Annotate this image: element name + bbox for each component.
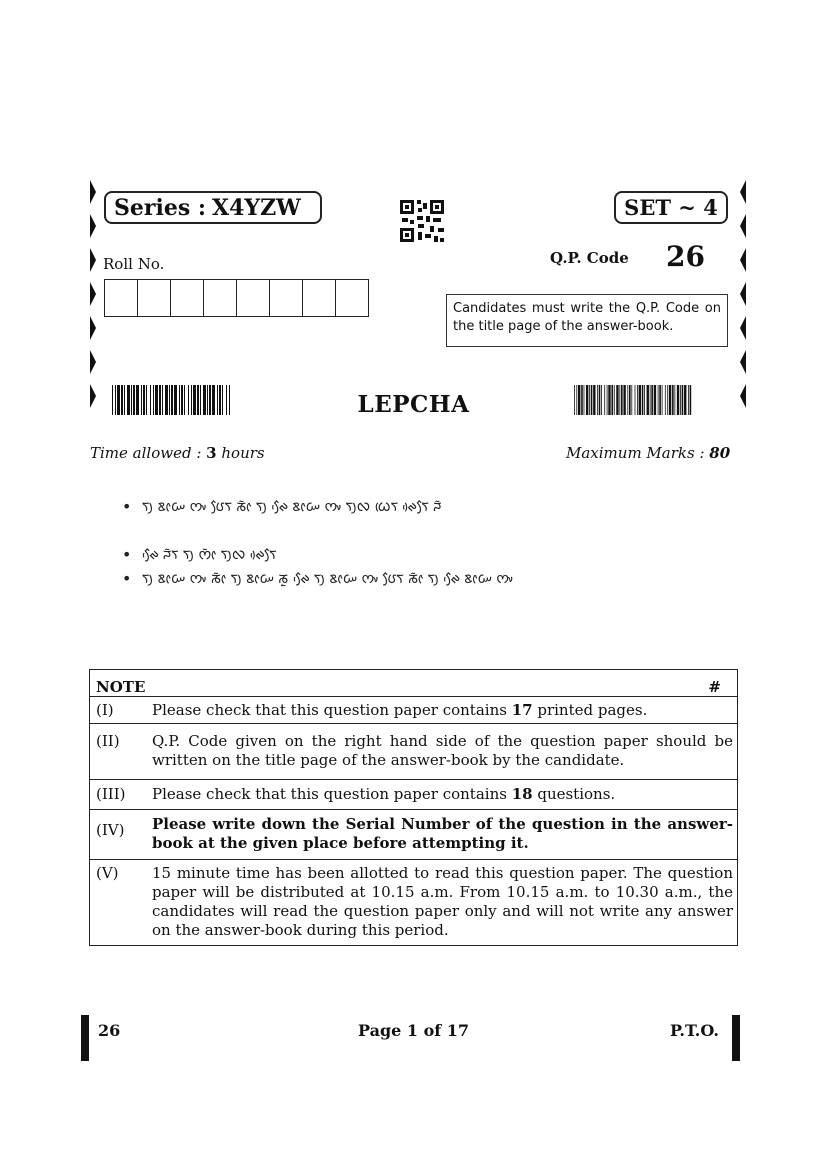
note-number: (I)	[96, 700, 114, 719]
lepcha-instructions	[120, 495, 700, 639]
note-hash: #	[708, 678, 721, 696]
roll-no-boxes	[104, 279, 368, 317]
roll-digit-box[interactable]	[170, 279, 204, 317]
note-text	[152, 785, 737, 804]
marks-value: 80	[709, 444, 731, 462]
set-box: SET ~ 4	[614, 191, 728, 224]
series-box	[104, 191, 322, 224]
roll-digit-box[interactable]	[236, 279, 270, 317]
roll-digit-box[interactable]	[137, 279, 171, 317]
left-border-ornament	[86, 180, 100, 415]
note-row	[90, 723, 737, 779]
qp-code-value: 26	[666, 240, 705, 273]
footer-page-number: Page 1 of 17	[358, 1021, 469, 1040]
note-text: 15 minute time has been allotted to read this question paper. The question paper will be distributed at 10.15 a.m. From 10.15 a.m. to 10.30 a.m., the candidates will read the question paper only and will not write any answer on the answer-book during this period.	[152, 864, 733, 939]
note-text: Please write down the Serial Number of the question in the answer-book at the given place before attempting it.	[152, 815, 733, 852]
roll-digit-box[interactable]	[203, 279, 237, 317]
note-number: (II)	[96, 732, 120, 750]
note-row	[90, 696, 737, 723]
note-number: (V)	[96, 864, 119, 882]
note-heading: NOTE	[96, 678, 146, 696]
subject-title: LEPCHA	[357, 391, 470, 418]
qp-code-label: Q.P. Code	[550, 249, 629, 267]
note-row	[90, 859, 737, 945]
lepcha-instruction-3: • ᰛᰪ ᰣᰦᰠ ᰔᰤ ᰕᰦᰶ ᰛᰪ ᰣᰦᰠ ᰕᰬ ᰊᰧᰵ ᰛᰪ ᰣᰦᰠ ᰔᰤ ᰂᰧᰛ ᰕᰦᰶ ᰛᰪ ᰊᰧᰵ ᰣᰦᰠ ᰔᰤ	[120, 567, 700, 639]
roll-digit-box[interactable]	[302, 279, 336, 317]
note-text-bold: 17	[511, 700, 533, 719]
time-allowed	[90, 444, 265, 462]
roll-digit-box[interactable]	[104, 279, 138, 317]
note-text-part: questions.	[532, 785, 616, 803]
lepcha-instruction-1: • ᰛᰪ ᰣᰦᰠ ᰔᰤ ᰂᰧᰛ ᰕᰦᰶ ᰛᰪ ᰊᰧᰵ ᰣᰦᰠ ᰔᰤ ᰛᰪᰜ ᰃᰨᰛ ᰊᰴᰛᰧ ᰎᰶ	[120, 495, 700, 543]
note-text-part: Please check that this question paper contains	[152, 700, 512, 719]
maximum-marks	[566, 444, 730, 462]
note-text	[152, 701, 737, 720]
note-text-bold: 18	[511, 785, 533, 803]
roll-digit-box[interactable]	[269, 279, 303, 317]
series-code: X4YZW	[212, 194, 301, 221]
marks-label: Maximum Marks :	[566, 444, 705, 462]
note-row	[90, 809, 737, 859]
right-border-ornament	[736, 180, 750, 415]
note-text-part: printed pages.	[532, 700, 648, 719]
note-text-part: Please check that this question paper contains	[152, 785, 512, 803]
series-label: Series :	[114, 194, 206, 221]
time-prefix: Time allowed :	[90, 444, 202, 462]
note-text: Q.P. Code given on the right hand side of the question paper should be written on the title page of the answer-book by the candidate.	[152, 732, 733, 769]
note-number: (III)	[96, 785, 126, 803]
note-row	[90, 779, 737, 809]
time-value: 3	[206, 444, 217, 462]
note-heading-row	[90, 670, 737, 696]
footer-pto: P.T.O.	[670, 1021, 719, 1040]
time-suffix: hours	[221, 444, 265, 462]
note-table	[89, 669, 738, 946]
footer-qp-code: 26	[98, 1021, 121, 1040]
note-number: (IV)	[96, 821, 125, 839]
qr-code-icon	[400, 200, 446, 244]
qp-code-instruction: Candidates must write the Q.P. Code on the title page of the answer-book.	[446, 294, 728, 347]
lepcha-instruction-2: • ᰊᰧᰵ ᰎᰶᰛ ᰛᰪ ᰔᰦᰶ ᰛᰪᰜ ᰊᰴᰛᰧ	[120, 543, 700, 567]
roll-digit-box[interactable]	[335, 279, 369, 317]
roll-no-label: Roll No.	[103, 255, 165, 273]
